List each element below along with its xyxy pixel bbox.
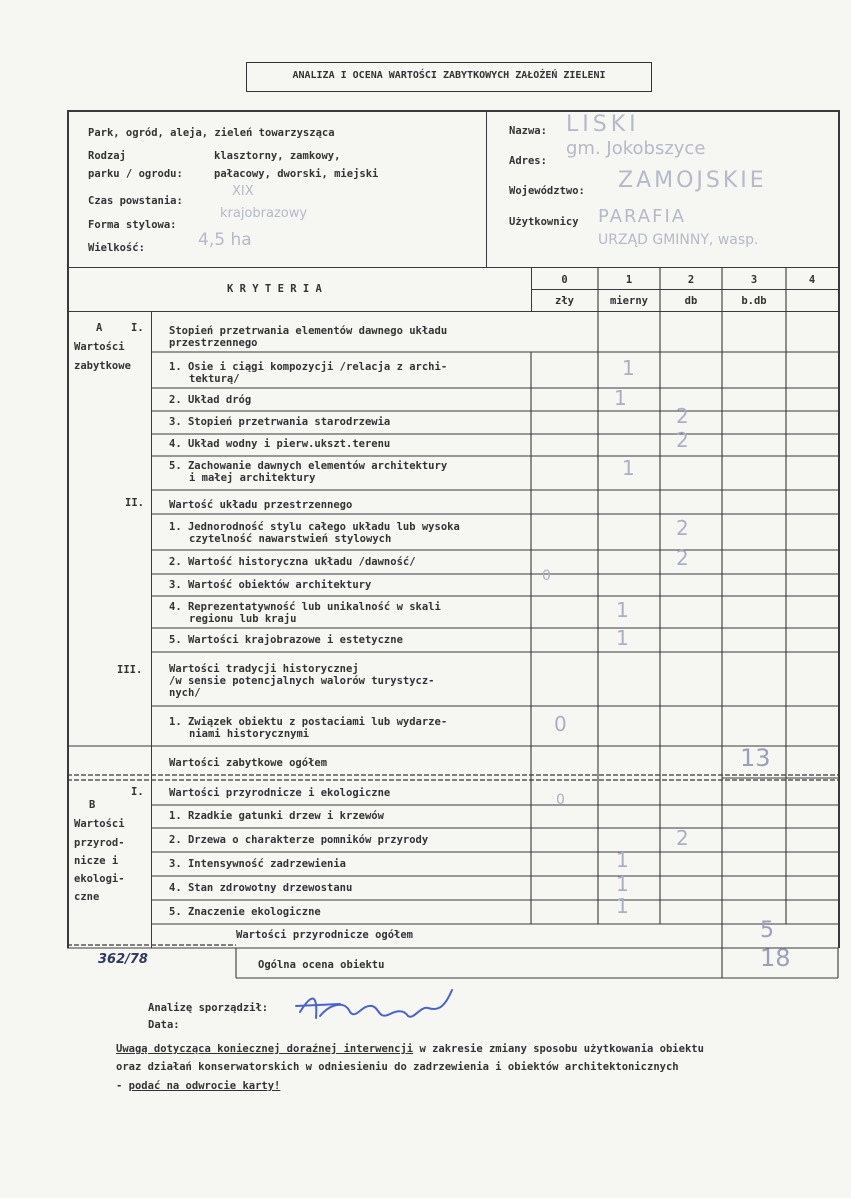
group-1-title-2: przestrzennego bbox=[169, 337, 258, 349]
criterion-b-4: 4. Stan zdrowotny drzewostanu bbox=[169, 882, 353, 894]
rodzaj-options-2: pałacowy, dworski, miejski bbox=[214, 168, 379, 180]
criteria-heading: K R Y T E R I A bbox=[227, 283, 322, 295]
mark-a1-2: 1 bbox=[614, 386, 627, 410]
col-3-word: b.db bbox=[741, 295, 767, 307]
group-3-title-3: nych/ bbox=[169, 687, 201, 699]
section-a-group-1-roman: I. bbox=[131, 322, 144, 334]
criterion-a1-1-line1: 1. Osie i ciągi kompozycji /relacja z archi- bbox=[169, 361, 448, 373]
criterion-a2-2: 2. Wartość historyczna układu /dawność/ bbox=[169, 556, 416, 568]
group-3-title-1: Wartości tradycji historycznej bbox=[169, 663, 359, 675]
criterion-a2-4-line1: 4. Reprezentatywność lub unikalność w skali bbox=[169, 601, 441, 613]
wojewodztwo-value: ZAMOJSKIE bbox=[618, 168, 767, 193]
col-3-num: 3 bbox=[750, 274, 758, 286]
note-line-1-underlined: Uwagą dotycząca koniecznej doraźnej interwencji bbox=[116, 1043, 414, 1055]
section-a-group-2-roman: II. bbox=[125, 497, 144, 509]
criterion-b-1: 1. Rzadkie gatunki drzew i krzewów bbox=[169, 810, 384, 822]
note-line-3-underlined: podać na odwrocie karty! bbox=[128, 1080, 281, 1092]
document-title: ANALIZA I OCENA WARTOŚCI ZABYTKOWYCH ZAŁOŻEŃ ZIELENI bbox=[292, 70, 606, 81]
note-line-2: oraz działań konserwatorskich w odniesieniu do zadrzewienia i obiektów architektonicznych bbox=[116, 1061, 679, 1073]
col-0-num: 0 bbox=[561, 274, 568, 286]
section-b-name-1: Wartości bbox=[74, 818, 125, 830]
section-b-letter: B bbox=[89, 799, 96, 811]
prepared-by-label: Analizę sporządził: bbox=[148, 1002, 269, 1014]
mark-a2-4: 1 bbox=[616, 598, 629, 622]
criterion-b-2: 2. Drzewa o charakterze pomników przyrody bbox=[169, 834, 429, 846]
section-b-name-3: nicze i bbox=[74, 855, 119, 867]
forma-label: Forma stylowa: bbox=[88, 219, 177, 231]
col-1-word: mierny bbox=[610, 295, 648, 307]
overall-label: Ogólna ocena obiektu bbox=[258, 959, 385, 971]
section-b-name-5: czne bbox=[74, 891, 100, 903]
criterion-a3-1-line2: niami historycznymi bbox=[189, 728, 310, 740]
mark-a1-1: 1 bbox=[622, 356, 635, 380]
forma-value: krajobrazowy bbox=[220, 206, 308, 221]
mark-a1-4: 2 bbox=[676, 428, 689, 452]
section-a-total-label: Wartości zabytkowe ogółem bbox=[169, 757, 328, 769]
criterion-a2-3: 3. Wartość obiektów architektury bbox=[169, 579, 372, 591]
wielkosc-value: 4,5 ha bbox=[198, 230, 252, 250]
mark-a2-1: 2 bbox=[676, 516, 689, 540]
group-1-title-1: Stopień przetrwania elementów dawnego układu bbox=[169, 325, 448, 337]
mark-b-2: 2 bbox=[676, 826, 689, 850]
section-a-group-3-roman: III. bbox=[117, 664, 143, 676]
overall-value: 18 bbox=[760, 944, 791, 972]
note-line-3-dash: - bbox=[116, 1080, 129, 1092]
col-4-num: 4 bbox=[808, 274, 816, 286]
uzytkownicy-value-2: URZĄD GMINNY, wasp. bbox=[598, 232, 759, 248]
criterion-a2-1-line1: 1. Jednorodność stylu całego układu lub wysoka bbox=[169, 521, 460, 533]
criterion-a1-3: 3. Stopień przetrwania starodrzewia bbox=[169, 416, 391, 428]
col-1-num: 1 bbox=[625, 274, 633, 286]
col-2-num: 2 bbox=[687, 274, 695, 286]
park-type-label: Park, ogród, aleja, zieleń towarzysząca bbox=[88, 127, 335, 139]
mark-b-3: 1 bbox=[616, 848, 629, 872]
czas-value: XIX bbox=[232, 184, 254, 199]
criterion-a2-1-line2: czytelność nawarstwień stylowych bbox=[189, 533, 392, 545]
nazwa-value: LISKI bbox=[566, 112, 640, 137]
section-b-total-value: 5 bbox=[760, 918, 774, 943]
criterion-a3-1-line1: 1. Związek obiektu z postaciami lub wydarze- bbox=[169, 716, 448, 728]
group-2-title: Wartość układu przestrzennego bbox=[169, 499, 353, 511]
criterion-a1-4: 4. Układ wodny i pierw.ukszt.terenu bbox=[169, 438, 391, 450]
criterion-b-5: 5. Znaczenie ekologiczne bbox=[169, 906, 321, 918]
nazwa-label: Nazwa: bbox=[509, 125, 547, 137]
section-b-group-title: Wartości przyrodnicze i ekologiczne bbox=[169, 787, 391, 799]
section-b-total-label: Wartości przyrodnicze ogółem bbox=[236, 929, 414, 941]
criterion-a1-2: 2. Układ dróg bbox=[169, 394, 252, 406]
criterion-a1-5-line1: 5. Zachowanie dawnych elementów architektury bbox=[169, 460, 448, 472]
section-a-name-1: Wartości bbox=[74, 341, 125, 353]
criterion-b-3: 3. Intensywność zadrzewienia bbox=[169, 858, 347, 870]
reference-number: 362/78 bbox=[98, 952, 148, 967]
mark-b-5: 1 bbox=[616, 894, 629, 918]
mark-b-4: 1 bbox=[616, 872, 629, 896]
mark-a1-5: 1 bbox=[622, 456, 635, 480]
section-b-name-4: ekologi- bbox=[74, 873, 125, 885]
section-a-letter: A bbox=[96, 322, 103, 334]
mark-a1-3: 2 bbox=[676, 404, 689, 428]
note-line-3 bbox=[116, 1080, 280, 1093]
rodzaj-label-1: Rodzaj bbox=[88, 150, 126, 162]
criterion-a1-5-line2: i małej architektury bbox=[189, 472, 316, 484]
mark-a2-2: 2 bbox=[676, 546, 689, 570]
mark-a3-1: 0 bbox=[554, 712, 567, 736]
adres-label: Adres: bbox=[509, 155, 547, 167]
group-3-title-2: /w sensie potencjalnych walorów turystycz- bbox=[169, 675, 435, 687]
criterion-a2-4-line2: regionu lub kraju bbox=[189, 613, 297, 625]
adres-value: gm. Jokobszyce bbox=[566, 138, 706, 159]
col-2-word: db bbox=[684, 295, 698, 307]
section-a-name-2: zabytkowe bbox=[74, 360, 131, 372]
section-a-total-value: 13 bbox=[740, 744, 771, 772]
mark-b-1: 0 bbox=[556, 792, 565, 808]
date-label: Data: bbox=[148, 1019, 180, 1031]
wielkosc-label: Wielkość: bbox=[88, 242, 145, 254]
rodzaj-options-1: klasztorny, zamkowy, bbox=[214, 150, 341, 162]
mark-a2-3: 0 bbox=[542, 568, 551, 584]
note-line-1 bbox=[116, 1043, 704, 1056]
mark-a2-5: 1 bbox=[616, 626, 629, 650]
wojewodztwo-label: Województwo: bbox=[509, 185, 585, 197]
uzytkownicy-label: Użytkownicy bbox=[509, 216, 579, 228]
col-0-word: zły bbox=[555, 295, 574, 307]
criterion-a1-1-line2: tekturą/ bbox=[189, 373, 240, 385]
criterion-a2-5: 5. Wartości krajobrazowe i estetyczne bbox=[169, 634, 403, 646]
section-b-name-2: przyrod- bbox=[74, 837, 125, 849]
section-b-roman: I. bbox=[131, 786, 144, 798]
uzytkownicy-value-1: PARAFIA bbox=[598, 206, 687, 227]
note-line-1-rest: w zakresie zmiany sposobu użytkowania obiektu bbox=[413, 1043, 704, 1055]
signature bbox=[296, 990, 452, 1018]
rodzaj-label-2: parku / ogrodu: bbox=[88, 168, 183, 180]
czas-label: Czas powstania: bbox=[88, 195, 183, 207]
